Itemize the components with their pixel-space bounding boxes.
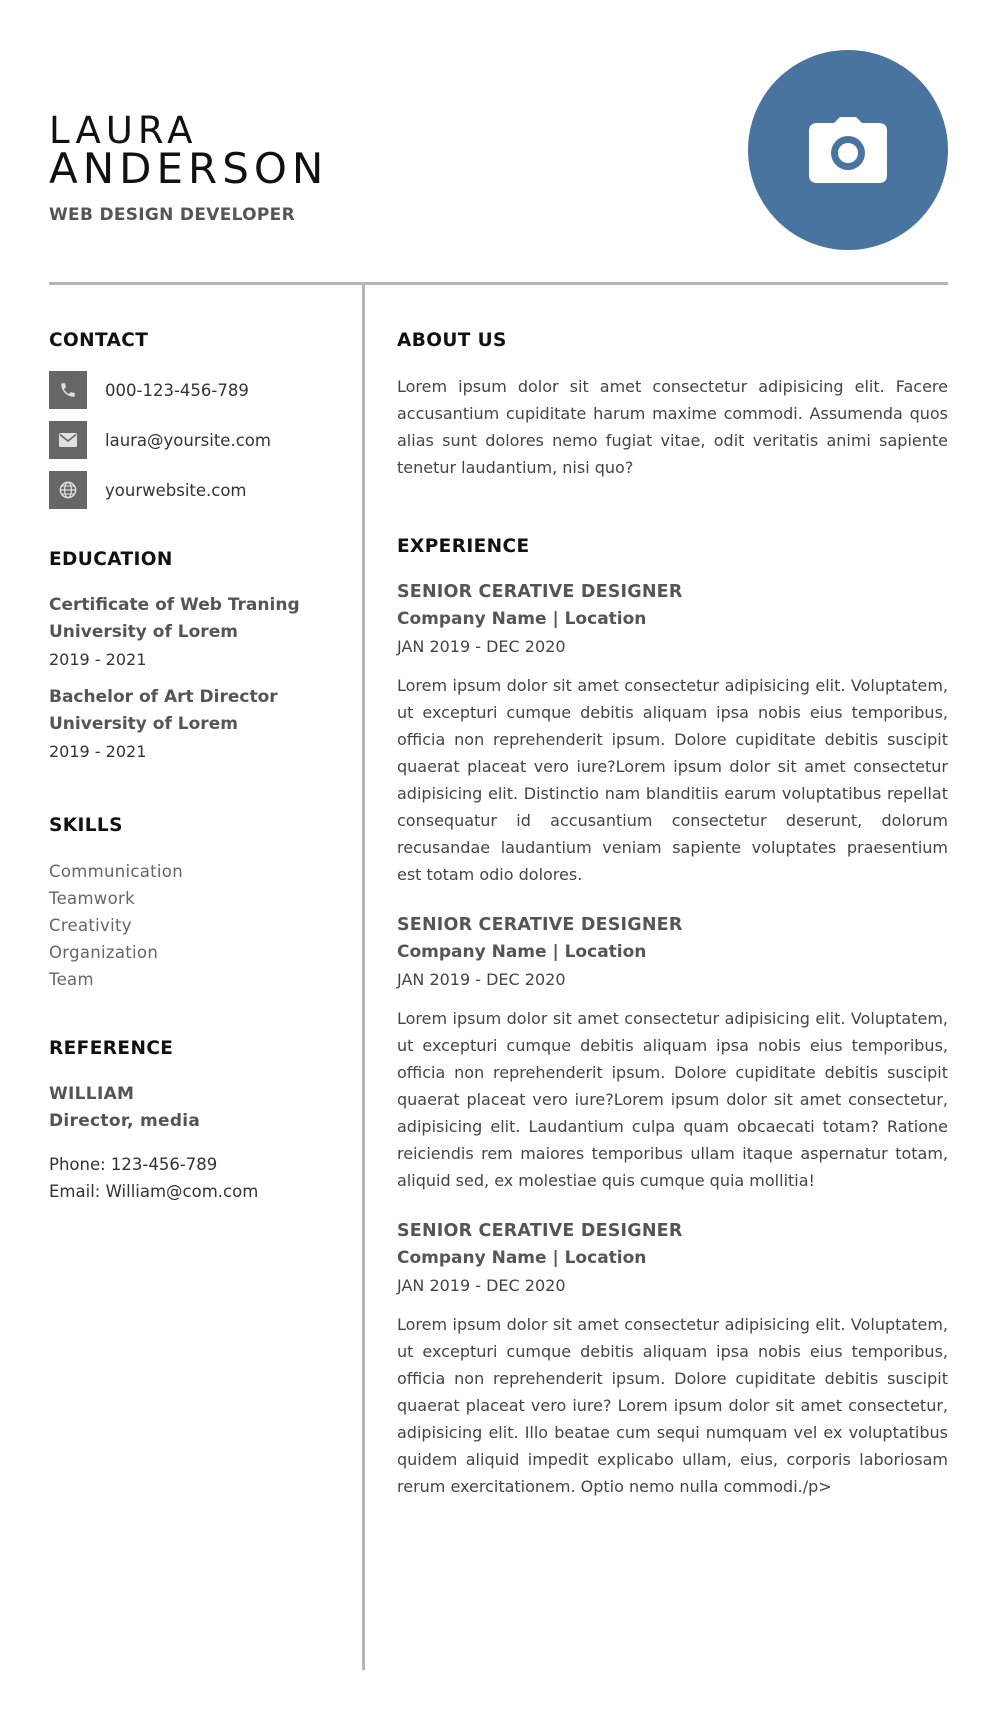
education-years: 2019 - 2021 (49, 742, 147, 761)
last-name: ANDERSON (49, 144, 329, 193)
skill-item: Communication (49, 862, 183, 881)
contact-phone (49, 371, 349, 409)
job-dates: JAN 2019 - DEC 2020 (397, 970, 566, 989)
reference-block (49, 1081, 349, 1205)
skill-item: Teamwork (49, 889, 135, 908)
job-dates: JAN 2019 - DEC 2020 (397, 637, 566, 656)
experience-item (397, 1218, 948, 1500)
skill-item: Creativity (49, 916, 132, 935)
education-years: 2019 - 2021 (49, 650, 147, 669)
skills-heading: SKILLS (49, 815, 123, 836)
skills-list (49, 858, 349, 993)
job-title: SENIOR CERATIVE DESIGNER (397, 915, 683, 935)
contact-email (49, 421, 349, 459)
contact-heading: CONTACT (49, 330, 149, 351)
job-company: Company Name | Location (397, 1248, 647, 1268)
contact-website (49, 471, 349, 509)
reference-phone: Phone: 123-456-789 (49, 1155, 218, 1174)
job-description: Lorem ipsum dolor sit amet consectetur adipisicing elit. Voluptatem, ut excepturi cumque debitis aliquam ipsa nobis eius temporibus, officia non reprehenderit ipsum. Dolore cupiditate debitis suscipit quaerat placeat vero iure?Lorem ipsum dolor sit amet consectetur, adipisicing elit. Laudantium culpa quam obcaecati totam? Ratione reiciendis rem maiores temporibus ullam itaque aspernatur totam, aliquid sed, ex molestiae quis cumque quia mollitia! (397, 1009, 948, 1190)
header-divider (49, 282, 948, 285)
experience-heading: EXPERIENCE (397, 536, 530, 557)
reference-heading: REFERENCE (49, 1038, 174, 1059)
globe-icon (49, 471, 87, 509)
job-description: Lorem ipsum dolor sit amet consectetur adipisicing elit. Voluptatem, ut excepturi cumque debitis aliquam ipsa nobis eius temporibus, officia non reprehenderit ipsum. Dolore cupiditate debitis suscipit quaerat placeat vero iure? Lorem ipsum dolor sit amet consectetur, adipisicing elit. Illo beatae cum sequi numquam vel ex voluptatibus quidem aliquid impedit explicabo ullam, eius, corporis laboriosam rerum exercitationem. Optio nemo nulla commodi./p> (397, 1315, 948, 1496)
left-column (49, 330, 349, 1205)
skill-item: Organization (49, 943, 159, 962)
job-title: SENIOR CERATIVE DESIGNER (397, 1221, 683, 1241)
job-dates: JAN 2019 - DEC 2020 (397, 1276, 566, 1295)
education-heading: EDUCATION (49, 549, 173, 570)
skill-item: Team (49, 970, 94, 989)
education-degree: Certificate of Web Traning (49, 595, 300, 615)
contact-website-text[interactable]: yourwebsite.com (105, 480, 247, 500)
job-role: WEB DESIGN DEVELOPER (49, 205, 295, 225)
education-school: University of Lorem (49, 714, 238, 734)
contact-email-text[interactable]: laura@yoursite.com (105, 430, 271, 450)
contact-phone-text: 000-123-456-789 (105, 380, 249, 400)
job-description: Lorem ipsum dolor sit amet consectetur adipisicing elit. Voluptatem, ut excepturi cumque debitis aliquam ipsa nobis eius temporibus, officia non reprehenderit ipsum. Dolore cupiditate debitis suscipit quaerat placeat vero iure?Lorem ipsum dolor sit amet consectetur adipisicing elit. Distinctio nam blanditiis earum voluptatibus repellat consequatur id accusantium consectetur deserunt, dolorum recusandae laudantium veniam sapiente voluptates praesentium est totam odio dolores. (397, 676, 948, 884)
reference-role: Director, media (49, 1111, 201, 1131)
job-title: SENIOR CERATIVE DESIGNER (397, 582, 683, 602)
experience-item (397, 579, 948, 888)
about-heading: ABOUT US (397, 330, 507, 351)
phone-icon (49, 371, 87, 409)
job-company: Company Name | Location (397, 609, 647, 629)
column-divider (362, 284, 365, 1670)
envelope-icon (49, 421, 87, 459)
experience-item (397, 912, 948, 1194)
reference-name: WILLIAM (49, 1084, 135, 1104)
contact-list (49, 371, 349, 509)
profile-photo-placeholder[interactable] (748, 50, 948, 250)
first-name: LAURA (49, 109, 198, 152)
education-school: University of Lorem (49, 622, 238, 642)
right-column (397, 330, 948, 1500)
education-item (49, 592, 349, 673)
education-degree: Bachelor of Art Director (49, 687, 278, 707)
education-item (49, 684, 349, 765)
about-text: Lorem ipsum dolor sit amet consectetur adipisicing elit. Facere accusantium cupiditate harum maxime commodi. Assumenda quos alias sunt dolores nemo fugiat vitae, odit veritatis animi sapiente tenetur laudantium, nisi quo? (397, 377, 948, 477)
job-company: Company Name | Location (397, 942, 647, 962)
camera-icon (809, 117, 887, 183)
reference-email: Email: William@com.com (49, 1182, 259, 1201)
